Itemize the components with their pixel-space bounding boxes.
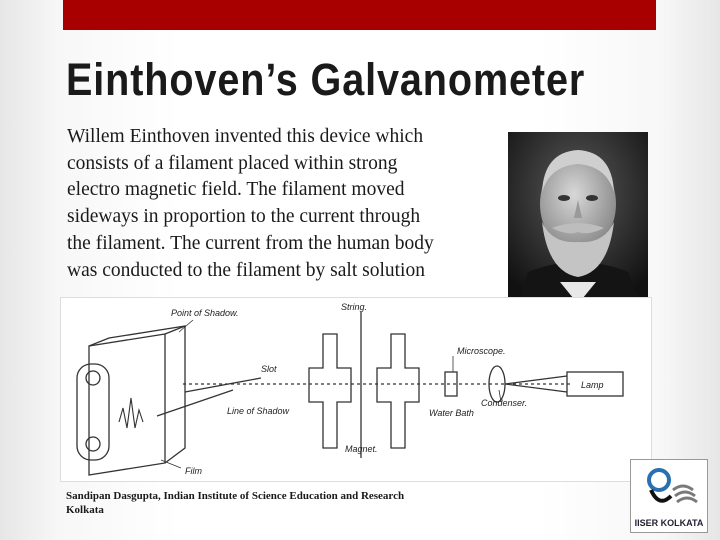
- body-paragraph: [67, 124, 507, 284]
- logo-emblem-icon: [631, 460, 707, 516]
- diagram-label: Film: [185, 466, 202, 476]
- body-line: Willem Einthoven invented this device which: [67, 126, 424, 147]
- body-line: electro magnetic field. The filament moved: [67, 179, 405, 201]
- diagram-label: Slot: [261, 364, 277, 374]
- diagram-label: Microscope.: [457, 346, 506, 356]
- galvanometer-diagram: [60, 297, 652, 482]
- footer-line: Kolkata: [66, 504, 104, 516]
- diagram-label: String.: [341, 302, 368, 312]
- footer-credit: [66, 489, 466, 517]
- diagram-label: Water Bath: [429, 408, 474, 418]
- body-line: sideways in proportion to the current through: [67, 206, 421, 228]
- diagram-label: Point of Shadow.: [171, 308, 239, 318]
- footer-line: Sandipan Dasgupta, Indian Institute of Science Education and Research: [66, 490, 405, 502]
- galvanometer-schematic: [61, 298, 651, 481]
- body-line: the filament. The current from the human body: [67, 232, 434, 254]
- portrait-photo: [508, 132, 648, 304]
- slide-title: Einthoven’s Galvanometer: [66, 54, 586, 105]
- diagram-label: Condenser.: [481, 398, 528, 408]
- person-portrait-icon: [508, 132, 648, 304]
- logo-text: IISER KOLKATA: [634, 518, 704, 528]
- iiser-kolkata-logo: [630, 459, 708, 533]
- body-line: was conducted to the filament by salt solution: [67, 259, 425, 281]
- diagram-label: Magnet.: [345, 444, 378, 454]
- body-line: consists of a filament placed within strong: [67, 152, 398, 174]
- diagram-label: Lamp: [581, 380, 604, 390]
- top-accent-bar: [63, 0, 656, 30]
- diagram-label: Line of Shadow: [227, 406, 290, 416]
